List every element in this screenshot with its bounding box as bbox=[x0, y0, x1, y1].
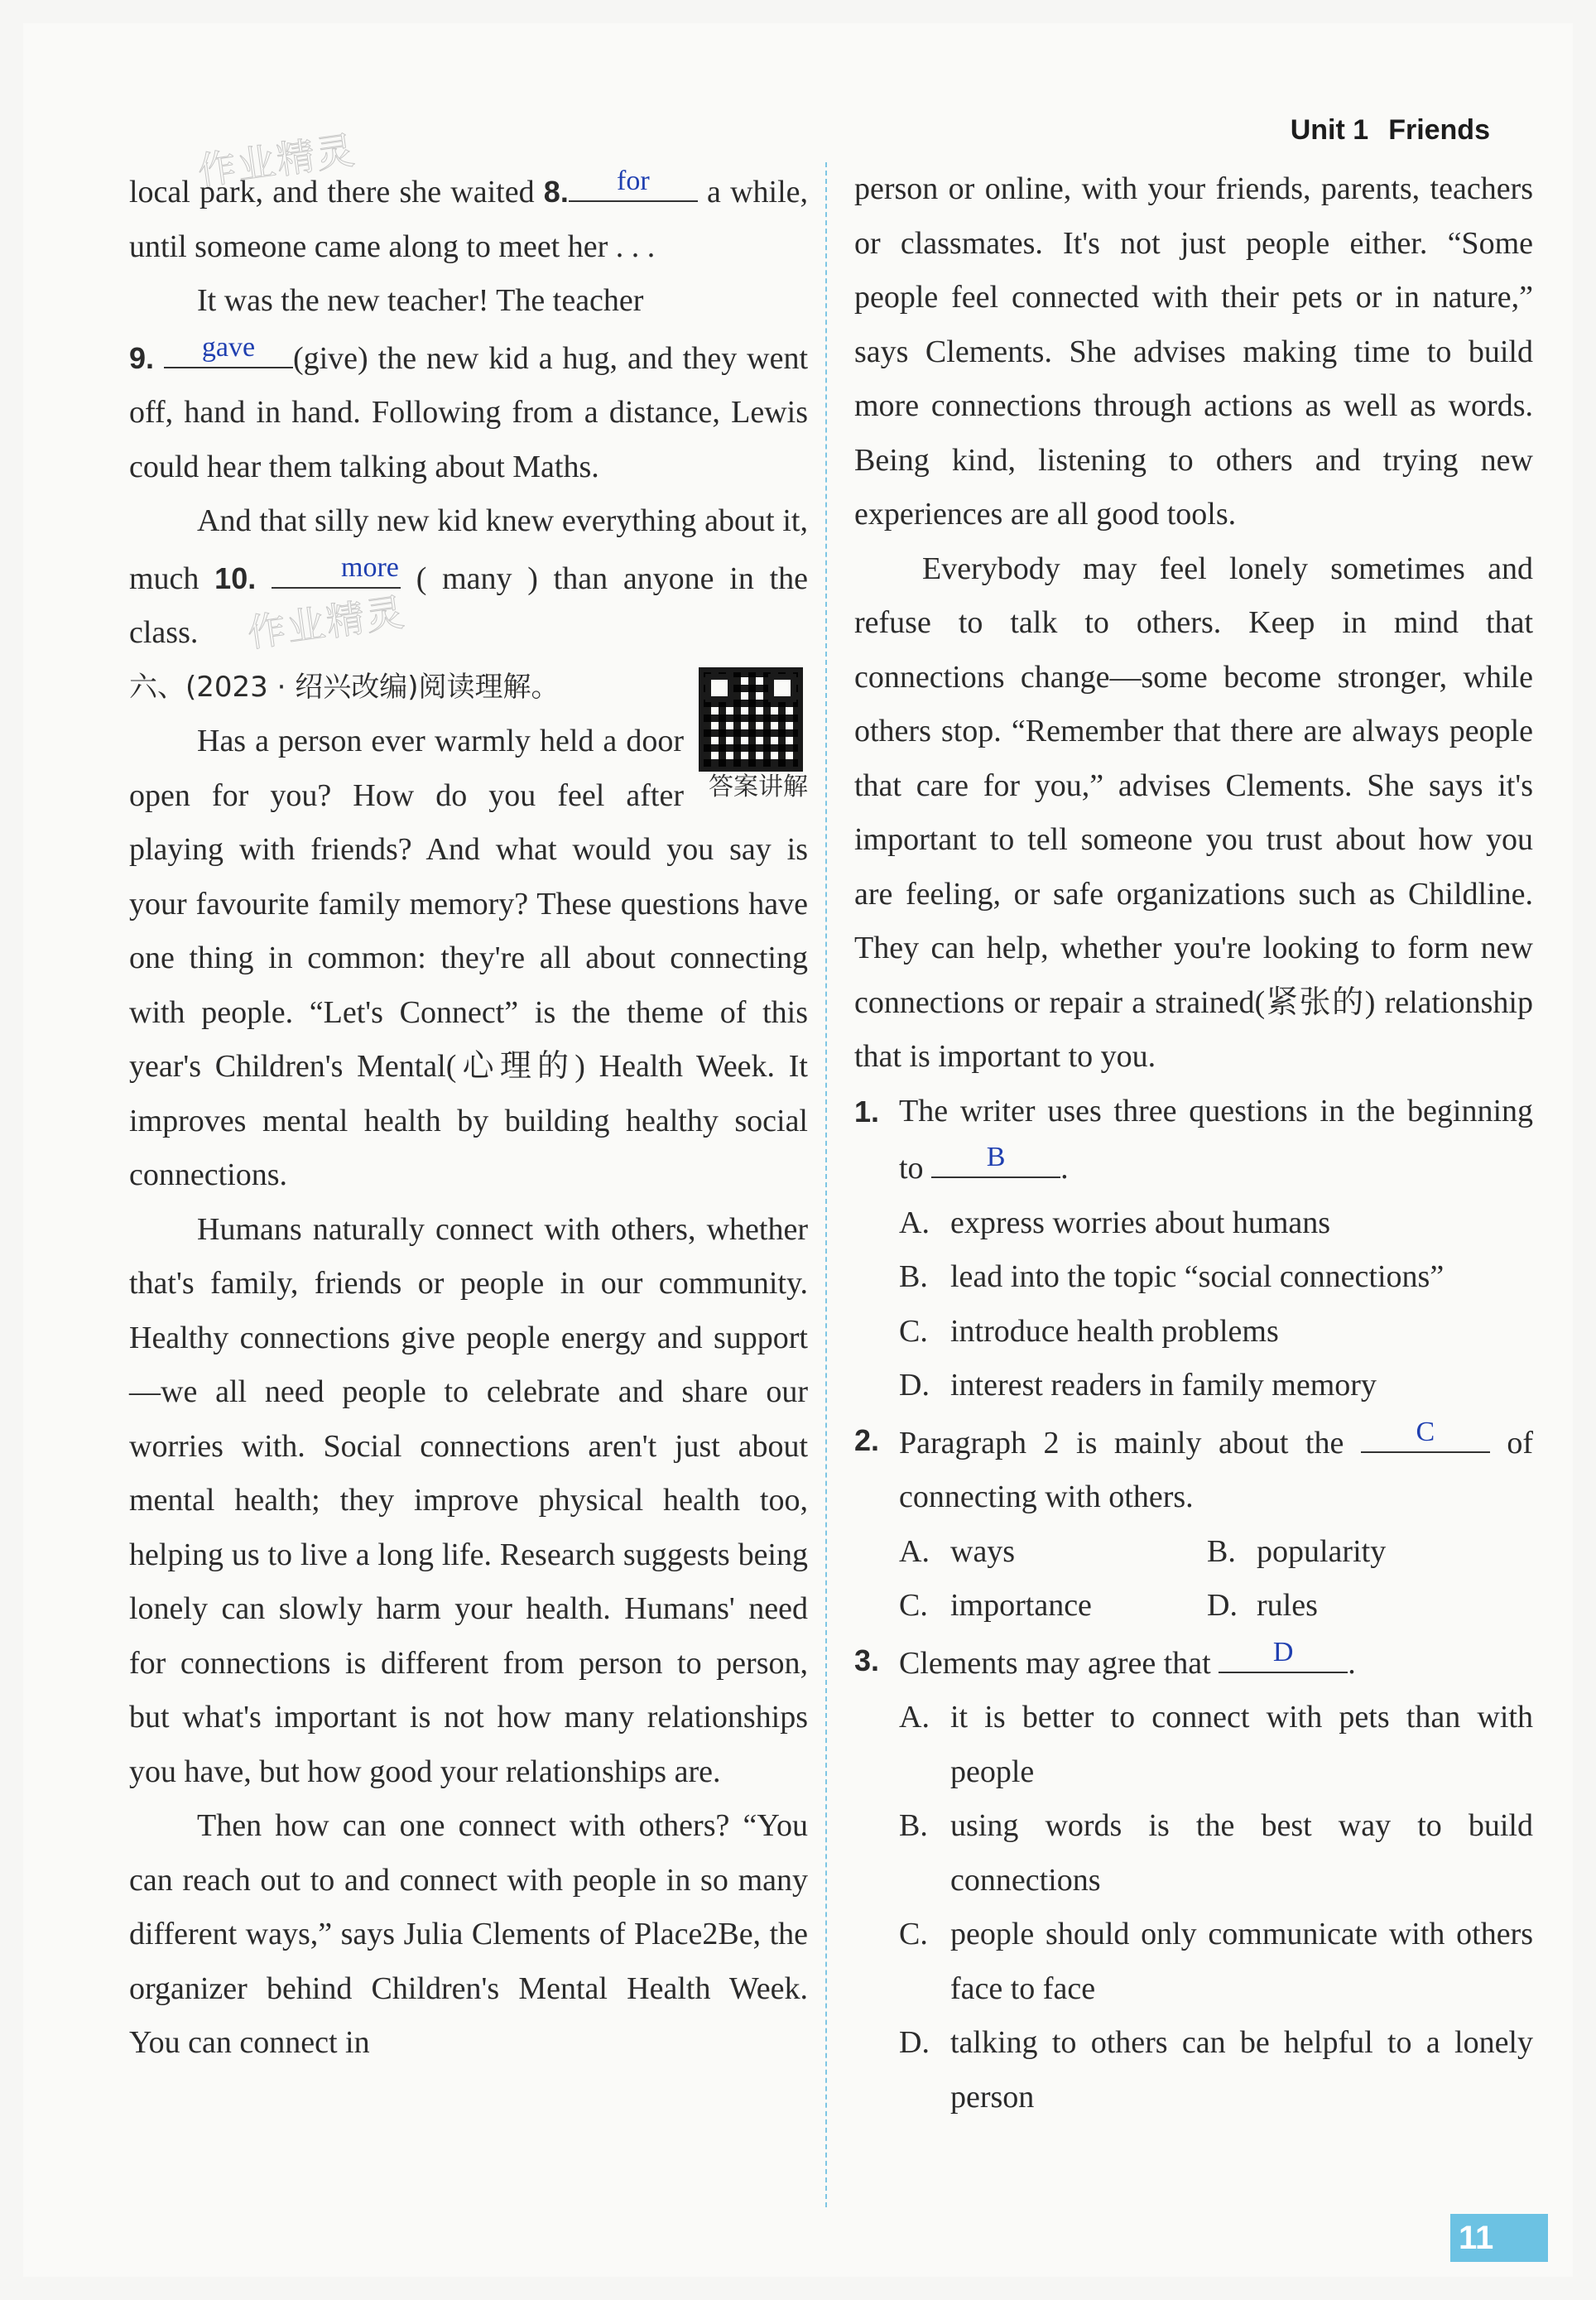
watermark-text: 作业精灵 bbox=[244, 589, 409, 657]
option-d[interactable]: D. rules bbox=[1207, 1588, 1318, 1623]
passage-paragraph: local park, and there she waited 8. for a while, until someone came along to meet her . . . bbox=[129, 162, 808, 274]
question-2: 2. Paragraph 2 is mainly about the C of connecting with others. bbox=[854, 1413, 1533, 1525]
left-column bbox=[129, 162, 808, 2071]
question-number: 2. bbox=[854, 1422, 880, 1457]
answer-text: more bbox=[341, 551, 399, 583]
question-number: 10. bbox=[214, 561, 257, 595]
passage-paragraph: Then how can one connect with others? “You can reach out to and connect with people in so many different ways,” says Julia Clements of Place2Be, the organizer behind Children's Mental Health Week. You can connect in bbox=[129, 1808, 808, 2060]
option-b[interactable]: B. popularity bbox=[1207, 1533, 1387, 1569]
question-number: 8. bbox=[543, 175, 569, 209]
question-number: 1. bbox=[854, 1094, 880, 1128]
answer-blank[interactable] bbox=[1219, 1634, 1348, 1673]
answer-blank[interactable] bbox=[164, 329, 293, 368]
column-divider bbox=[825, 162, 827, 2207]
right-column bbox=[854, 162, 1533, 2124]
options-row bbox=[854, 1525, 1533, 1580]
section-title: 六、(2023 · 绍兴改编)阅读理解。 bbox=[129, 670, 560, 704]
answer-text: gave bbox=[201, 331, 256, 363]
page-number-badge: 11 bbox=[1450, 2214, 1548, 2262]
passage-paragraph: And that silly new kid knew everything about it, much 10. more ( many ) than anyone in the class. bbox=[129, 503, 809, 650]
option-b[interactable]: B. lead into the topic “social connections” bbox=[899, 1259, 1445, 1294]
answer-text: C bbox=[1416, 1416, 1435, 1447]
answer-blank[interactable] bbox=[1361, 1413, 1490, 1453]
page-header bbox=[1291, 114, 1490, 147]
option-c[interactable]: C. importance bbox=[899, 1588, 1092, 1623]
passage-paragraph: 9. gave (give) the new kid a hug, and they went off, hand in hand. Following from a distance, Lewis could hear them talking about Maths. bbox=[129, 329, 808, 495]
passage-paragraph: Has a person ever warmly held a door open for you? How do you feel after playing with friends? And what would you say is your favourite family memory? These questions have one thing in common: they're all about connecting with people. “Let's Connect” is the theme of this year's Children's Mental(心理的) Health Week. It improves mental health by building healthy social connections. bbox=[129, 724, 808, 1192]
workbook-page bbox=[23, 23, 1573, 2277]
options-row bbox=[854, 1579, 1533, 1634]
unit-label: Unit 1 bbox=[1290, 114, 1369, 146]
answer-text: B bbox=[986, 1142, 1006, 1172]
answer-text: for bbox=[617, 166, 650, 196]
answer-blank[interactable] bbox=[569, 162, 698, 202]
unit-title: Friends bbox=[1388, 114, 1490, 146]
option-d[interactable]: D. interest readers in family memory bbox=[899, 1368, 1377, 1403]
question-1: 1. The writer uses three questions in the beginning to B . bbox=[854, 1085, 1533, 1196]
option-d[interactable]: D. talking to others can be helpful to a lonely person bbox=[899, 2025, 1533, 2115]
question-3: 3. Clements may agree that D . bbox=[854, 1634, 1533, 1691]
option-b[interactable]: B. using words is the best way to build connections bbox=[899, 1808, 1533, 1898]
question-number: 9. bbox=[129, 340, 155, 375]
qr-label: 答案讲解 bbox=[709, 772, 808, 801]
passage-paragraph: Humans naturally connect with others, whether that's family, friends or people in our community. Healthy connections give people energy and support—we all need people to celebrate and share our worries with. Social connections aren't just about mental health; they improve physical health too, helping us to live a long life. Research suggests being lonely can slowly harm your health. Humans' need for connections is different from person to person, but what's important is not how many relationships you have, but how good your relationships are. bbox=[129, 1211, 808, 1789]
answer-blank[interactable] bbox=[931, 1138, 1060, 1178]
option-c[interactable]: C. people should only communicate with others face to face bbox=[899, 1917, 1533, 2006]
option-a[interactable]: A. express worries about humans bbox=[899, 1205, 1331, 1240]
passage-paragraph: It was the new teacher! The teacher bbox=[197, 283, 644, 318]
question-number: 3. bbox=[854, 1643, 880, 1677]
option-a[interactable]: A. it is better to connect with pets than with people bbox=[899, 1700, 1533, 1789]
option-c[interactable]: C. introduce health problems bbox=[899, 1313, 1279, 1349]
option-a[interactable]: A. ways bbox=[899, 1533, 1016, 1569]
answer-text: D bbox=[1272, 1636, 1294, 1667]
passage-paragraph: Everybody may feel lonely sometimes and refuse to talk to others. Keep in mind that connections change—some become stronger, while others stop. “Remember that there are always people that care for you,” advises Clements. She says it's important to tell someone you trust about how you are feeling, or safe organizations such as Childline. They can help, whether you're looking to form new connections or repair a strained(紧张的) relationship that is important to you. bbox=[854, 551, 1533, 1074]
answer-blank[interactable] bbox=[272, 549, 401, 589]
watermark-text: 作业精灵 bbox=[195, 127, 359, 195]
passage-paragraph: person or online, with your friends, parents, teachers or classmates. It's not just people either. “Some people feel connected with their pets or in nature,” says Clements. She advises making time to build more connections through actions as well as words. Being kind, listening to others and trying new experiences are all good tools. bbox=[854, 171, 1533, 532]
